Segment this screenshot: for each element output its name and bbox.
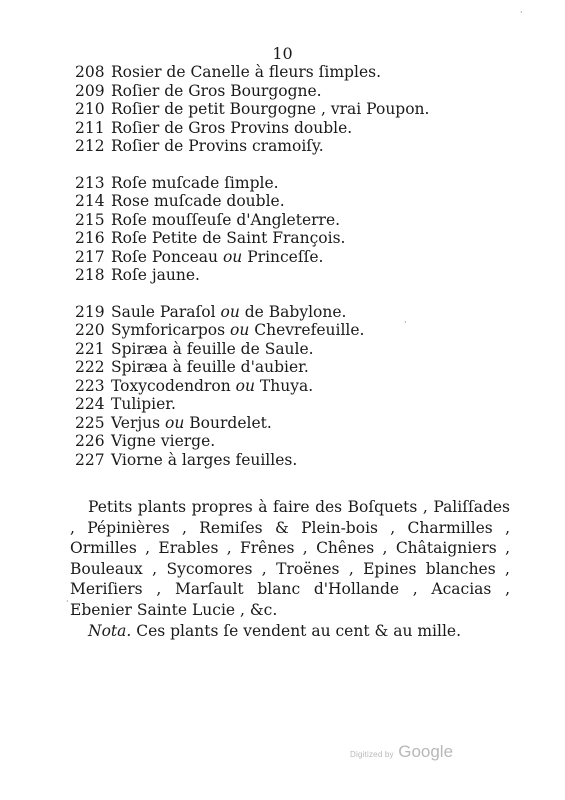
- plant-list-item: [75, 248, 429, 267]
- item-text: Roſe Petite de Saint François.: [111, 229, 346, 247]
- watermark-prefix: Digitized by: [350, 750, 394, 759]
- item-number: 210: [75, 100, 105, 118]
- item-text-rest: Princeſſe.: [242, 247, 324, 266]
- item-number: 217: [75, 247, 105, 266]
- plants-paragraph: Petits plants propres à faire des Boſquets , Paliſſades , Pépinières , Remiſes & Plein-bois , Charmilles , Ormilles , Erables , Frênes , Chênes , Châtaigniers , Bouleaux , Sycomores , Troënes , Epines blanches , Meriſiers , Marſault blanc d'Hollande , Acacias , Ebenier Sainte Lucie , &c.: [70, 498, 510, 619]
- google-watermark: [350, 742, 453, 762]
- item-text-rest: Chevrefeuille.: [249, 321, 365, 339]
- item-number: 208: [75, 63, 105, 81]
- item-italic-ou: ou: [220, 302, 240, 321]
- nota-label: Nota.: [88, 622, 132, 640]
- nota-text: Ces plants ſe vendent au cent & au mille.: [131, 622, 462, 640]
- item-number: 213: [75, 173, 105, 192]
- plant-list-item: [75, 395, 429, 414]
- item-italic-ou: ou: [235, 376, 255, 395]
- plant-list-item: [75, 82, 429, 101]
- item-text: Roſe Ponceau: [111, 247, 223, 266]
- plant-list-item: [75, 174, 429, 193]
- item-text: Rosier de Canelle à fleurs ſimples.: [111, 63, 381, 81]
- scan-speck: ·: [404, 318, 407, 327]
- plant-list-item: [75, 340, 429, 359]
- item-number: 216: [75, 229, 105, 247]
- item-italic-ou: ou: [165, 413, 185, 432]
- item-number: 224: [75, 395, 105, 413]
- group-spacer: [75, 285, 429, 303]
- item-text: Roſier de Provins cramoiſy.: [111, 137, 324, 155]
- item-number: 223: [75, 376, 105, 395]
- plant-list-item: [75, 414, 429, 433]
- item-text: Symforicarpos: [111, 321, 230, 339]
- item-text: Toxycodendron: [111, 376, 236, 395]
- plant-list-item: [75, 377, 429, 396]
- item-text: Viorne à larges feuilles.: [111, 450, 298, 469]
- plant-list-item: [75, 192, 429, 211]
- item-italic-ou: ou: [222, 247, 243, 266]
- plant-list-item: [75, 303, 429, 322]
- plant-list-item: [75, 137, 429, 156]
- item-number: 219: [75, 302, 105, 321]
- item-text: Rose muſcade double.: [111, 192, 285, 210]
- watermark-brand: Google: [398, 742, 454, 761]
- plant-list: [75, 63, 429, 469]
- item-number: 222: [75, 358, 105, 376]
- plant-list-item: [75, 432, 429, 451]
- item-text: Tulipier.: [111, 395, 176, 413]
- item-text: Vigne vierge.: [111, 432, 216, 450]
- item-text: Saule Paraſol: [111, 302, 221, 321]
- plant-list-item: [75, 119, 429, 138]
- item-number: 218: [75, 266, 105, 284]
- item-number: 226: [75, 432, 105, 450]
- scan-speck: ·: [520, 8, 523, 17]
- item-number: 225: [75, 413, 105, 432]
- item-number: 211: [75, 118, 105, 137]
- item-text-rest: Thuya.: [254, 376, 314, 395]
- plant-list-item: [75, 211, 429, 230]
- item-text: Roſier de Gros Provins double.: [111, 118, 353, 137]
- plant-list-item: [75, 266, 429, 285]
- item-text: Roſier de petit Bourgogne , vrai Poupon.: [111, 100, 430, 118]
- item-number: 212: [75, 137, 105, 155]
- item-text-rest: Bourdelet.: [184, 413, 272, 432]
- item-text: Spiræa à feuille d'aubier.: [111, 358, 309, 376]
- group-spacer: [75, 156, 429, 174]
- plant-list-item: [75, 63, 429, 82]
- plant-list-item: [75, 321, 429, 340]
- page-number: 10: [272, 44, 293, 63]
- item-text: Verjus: [111, 413, 166, 432]
- item-text: Spiræa à feuille de Saule.: [111, 339, 314, 358]
- item-text-rest: de Babylone.: [239, 302, 347, 321]
- item-text: Roſe jaune.: [111, 266, 200, 284]
- item-number: 227: [75, 450, 105, 469]
- item-text: Roſe muſcade ſimple.: [111, 173, 279, 192]
- nota-note: [88, 621, 461, 641]
- plant-list-item: [75, 358, 429, 377]
- item-text: Roſe mouſſeuſe d'Angleterre.: [111, 210, 341, 229]
- item-text: Roſier de Gros Bourgogne.: [111, 81, 322, 100]
- plant-list-item: [75, 451, 429, 470]
- item-italic-ou: ou: [229, 321, 250, 339]
- plant-list-item: [75, 100, 429, 119]
- plant-list-item: [75, 229, 429, 248]
- item-number: 215: [75, 210, 105, 229]
- item-number: 214: [75, 192, 105, 210]
- item-number: 221: [75, 339, 105, 358]
- scan-speck: ·: [66, 597, 69, 606]
- item-number: 220: [75, 321, 105, 339]
- item-number: 209: [75, 81, 105, 100]
